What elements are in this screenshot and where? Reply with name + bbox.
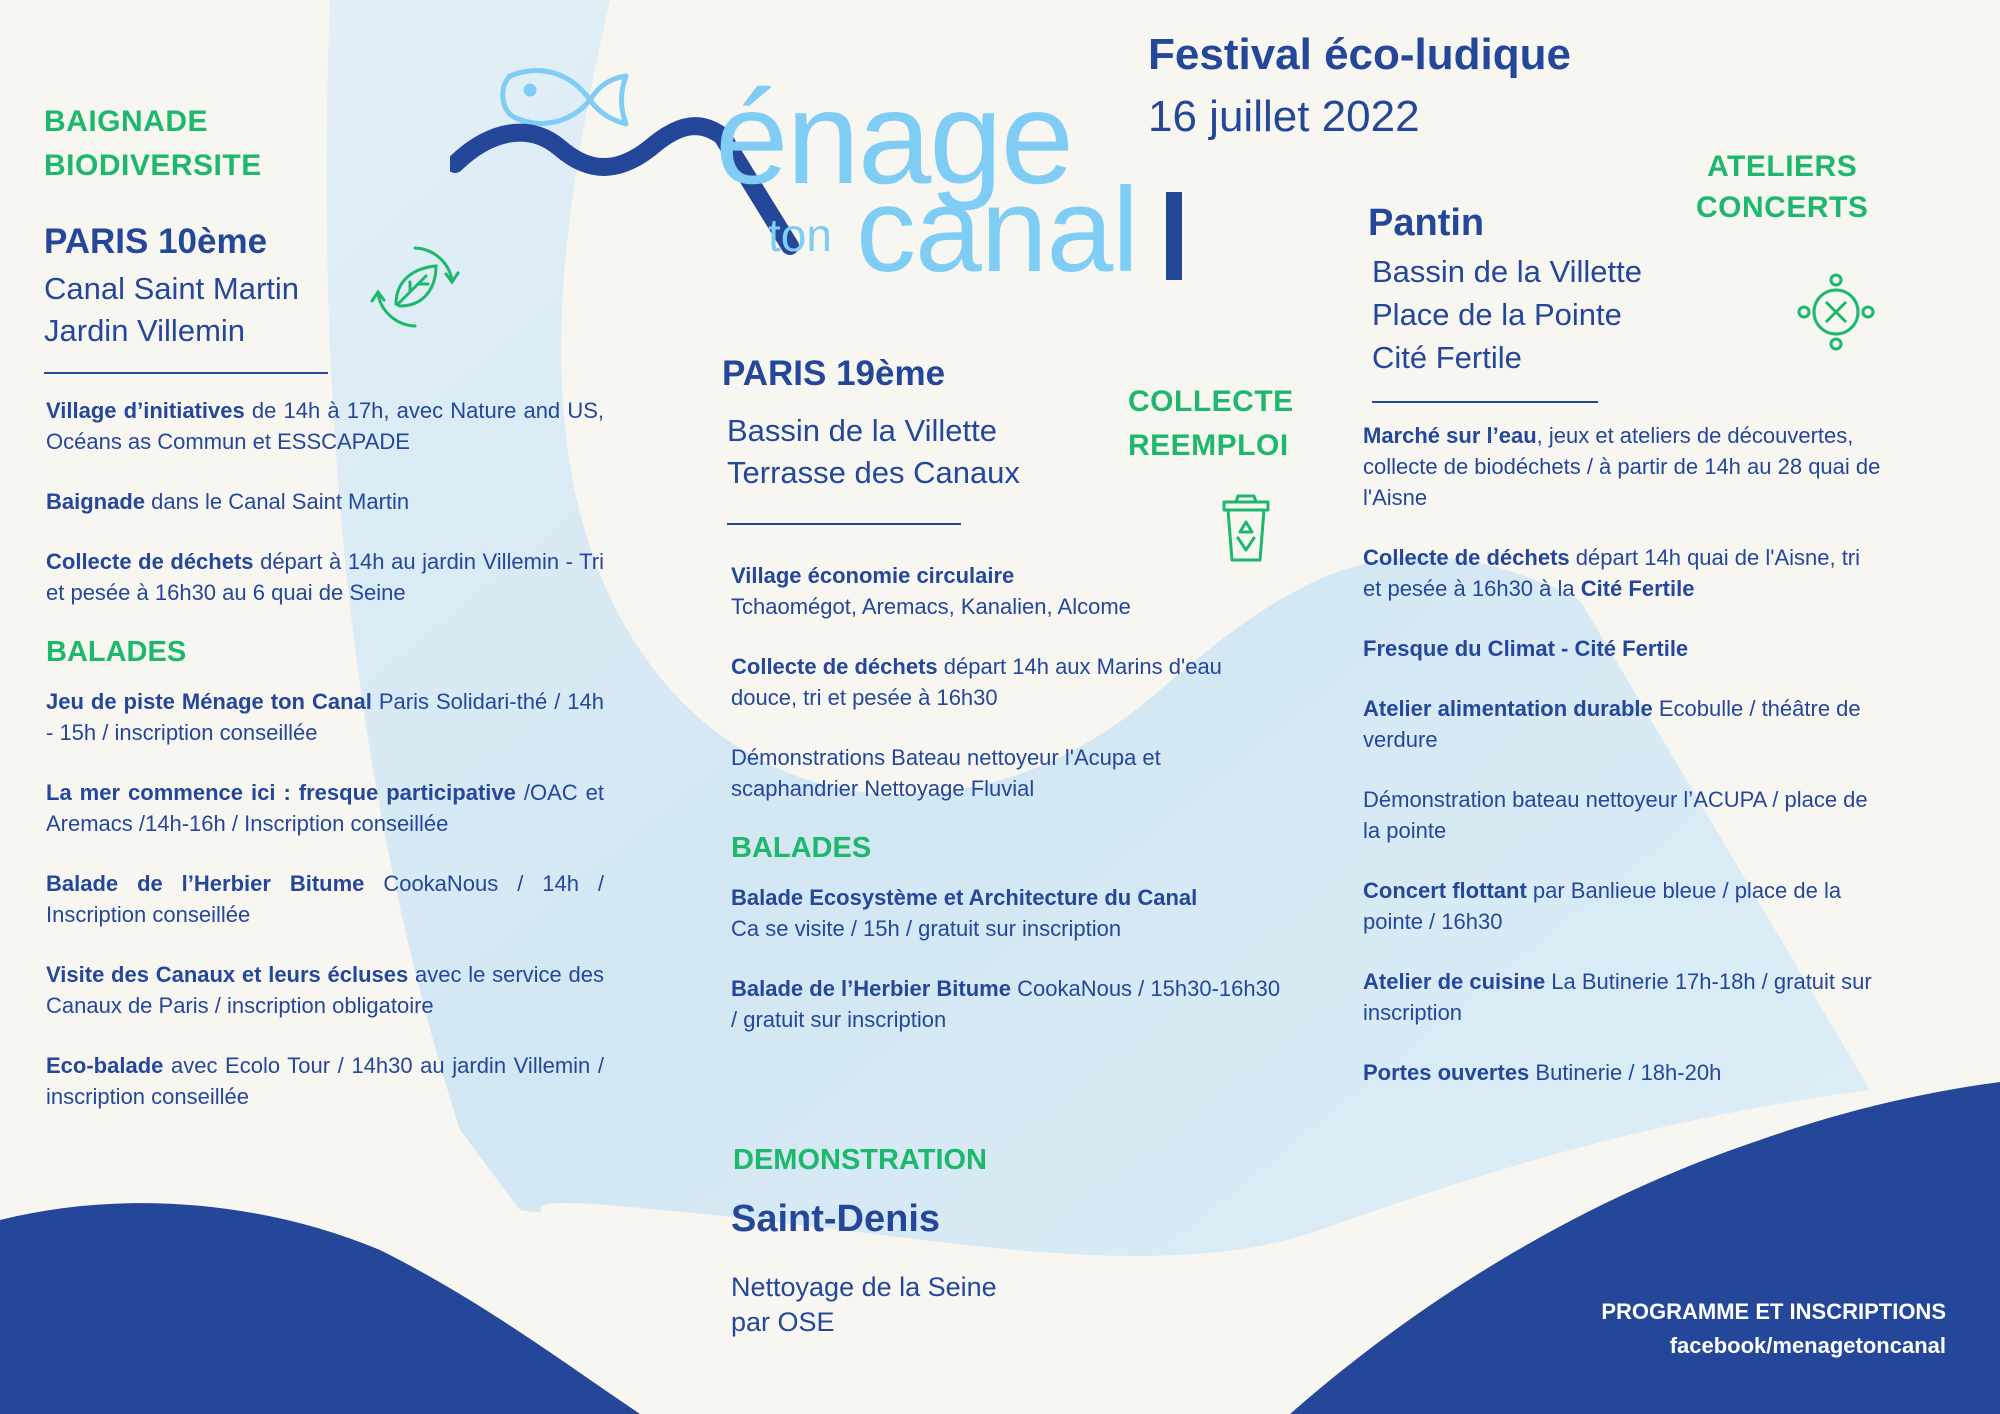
logo-accent-bar xyxy=(1166,192,1182,280)
left-tags xyxy=(44,100,262,188)
demo-line-2: par OSE xyxy=(731,1307,835,1337)
middle-item-village: Village économie circulaire Tchaomégot, Aremacs, Kanalien, Alcome xyxy=(731,563,1131,619)
place-bassin-villette: Bassin de la Villette xyxy=(727,413,997,448)
right-item-concert: Concert flottant par Banlieue bleue / place de la pointe / 16h30 xyxy=(1363,878,1842,934)
footer-program: PROGRAMME ET INSCRIPTIONS xyxy=(1601,1299,1946,1324)
left-balade-canaux: Visite des Canaux et leurs écluses avec le service des Canaux de Paris / inscription obligatoire xyxy=(46,962,604,1018)
footer-info xyxy=(1601,1295,1946,1363)
footer-facebook-link[interactable]: facebook/menagetoncanal xyxy=(1669,1333,1946,1358)
demo-tag: DEMONSTRATION xyxy=(733,1144,988,1176)
right-item-portes-ouvertes: Portes ouvertes Butinerie / 18h-20h xyxy=(1363,1060,1722,1085)
right-item-marche: Marché sur l’eau, jeux et ateliers de découvertes, collecte de biodéchets / à partir de 14h au 28 quai de l'Aisne xyxy=(1363,423,1881,510)
middle-places xyxy=(727,410,1020,494)
right-city: Pantin xyxy=(1368,202,1485,244)
people-circle-icon xyxy=(1796,272,1876,352)
tag-ateliers: ATELIERS xyxy=(1707,150,1858,183)
place-terrasse-canaux: Terrasse des Canaux xyxy=(727,455,1020,490)
leaf-recycle-icon xyxy=(370,242,460,332)
left-balade-eco: Eco-balade avec Ecolo Tour / 14h30 au jardin Villemin / inscription conseillée xyxy=(46,1053,604,1109)
festival-date: 16 juillet 2022 xyxy=(1148,92,1420,141)
middle-divider xyxy=(727,523,961,525)
place-bassin-villette-pantin: Bassin de la Villette xyxy=(1372,254,1642,289)
tag-baignade: BAIGNADE xyxy=(44,105,209,138)
tag-biodiversite: BIODIVERSITE xyxy=(44,149,262,182)
left-balade-fresque: La mer commence ici : fresque participative /OAC et Aremacs /14h-16h / Inscription conseillée xyxy=(46,780,604,836)
left-item-collecte: Collecte de déchets départ à 14h au jardin Villemin - Tri et pesée à 16h30 au 6 quai de Seine xyxy=(46,549,604,605)
right-items xyxy=(1363,420,1883,1117)
right-item-demonstration: Démonstration bateau nettoyeur l’ACUPA / place de la pointe xyxy=(1363,787,1868,843)
logo-enage: énage xyxy=(715,64,1073,211)
middle-balade-herbier: Balade de l’Herbier Bitume CookaNous / 15h30-16h30 / gratuit sur inscription xyxy=(731,976,1281,1032)
festival-title: Festival éco-ludique xyxy=(1148,30,1571,79)
logo-ton: ton xyxy=(768,209,832,261)
left-balade-herbier: Balade de l’Herbier Bitume CookaNous / 14h / Inscription conseillée xyxy=(46,871,604,927)
right-places xyxy=(1372,250,1642,379)
left-item-village: Village d’initiatives de 14h à 17h, avec Nature and US, Océans as Commun et ESSCAPADE xyxy=(46,398,604,454)
right-item-alimentation: Atelier alimentation durable Ecobulle / théâtre de verdure xyxy=(1363,696,1861,752)
right-item-collecte: Collecte de déchets départ 14h quai de l'Aisne, tri et pesée à 16h30 à la Cité Fertile xyxy=(1363,545,1861,601)
place-place-de-la-pointe: Place de la Pointe xyxy=(1372,297,1622,332)
logo-canal: canal xyxy=(856,163,1138,297)
left-balades-title: BALADES xyxy=(46,636,187,668)
right-item-fresque: Fresque du Climat - Cité Fertile xyxy=(1363,636,1689,661)
right-tags xyxy=(1696,146,1868,228)
left-city: PARIS 10ème xyxy=(44,222,268,261)
fish-icon xyxy=(503,71,626,124)
middle-balade-ecosysteme: Balade Ecosystème et Architecture du Canal Ca se visite / 15h / gratuit sur inscription xyxy=(731,885,1198,941)
recycle-bin-icon xyxy=(1220,492,1272,564)
left-divider xyxy=(44,372,328,374)
left-places xyxy=(44,268,299,352)
tag-reemploi: REEMPLOI xyxy=(1128,429,1289,462)
middle-item-collecte: Collecte de déchets départ 14h aux Marins d'eau douce, tri et pesée à 16h30 xyxy=(731,654,1222,710)
demo-city: Saint-Denis xyxy=(731,1198,941,1240)
middle-item-demonstrations: Démonstrations Bateau nettoyeur l'Acupa et scaphandrier Nettoyage Fluvial xyxy=(731,745,1161,801)
right-item-cuisine: Atelier de cuisine La Butinerie 17h-18h / gratuit sur inscription xyxy=(1363,969,1872,1025)
place-canal-saint-martin: Canal Saint Martin xyxy=(44,271,300,306)
bottom-left-wave xyxy=(0,1203,640,1414)
left-item-baignade: Baignade dans le Canal Saint Martin xyxy=(46,489,410,514)
middle-tags xyxy=(1128,380,1294,468)
left-items xyxy=(46,395,604,1141)
right-divider xyxy=(1372,401,1598,403)
demo-line-1: Nettoyage de la Seine xyxy=(731,1272,997,1302)
place-jardin-villemin: Jardin Villemin xyxy=(44,313,246,348)
tag-concerts: CONCERTS xyxy=(1696,191,1869,224)
middle-balades-title: BALADES xyxy=(731,832,872,864)
left-balade-jeu-de-piste: Jeu de piste Ménage ton Canal Paris Solidari-thé / 14h - 15h / inscription conseillée xyxy=(46,689,605,745)
middle-city: PARIS 19ème xyxy=(722,354,946,393)
tag-collecte: COLLECTE xyxy=(1128,385,1294,418)
middle-items xyxy=(731,560,1291,1064)
place-cite-fertile: Cité Fertile xyxy=(1372,340,1522,375)
demo-lines xyxy=(731,1270,997,1340)
